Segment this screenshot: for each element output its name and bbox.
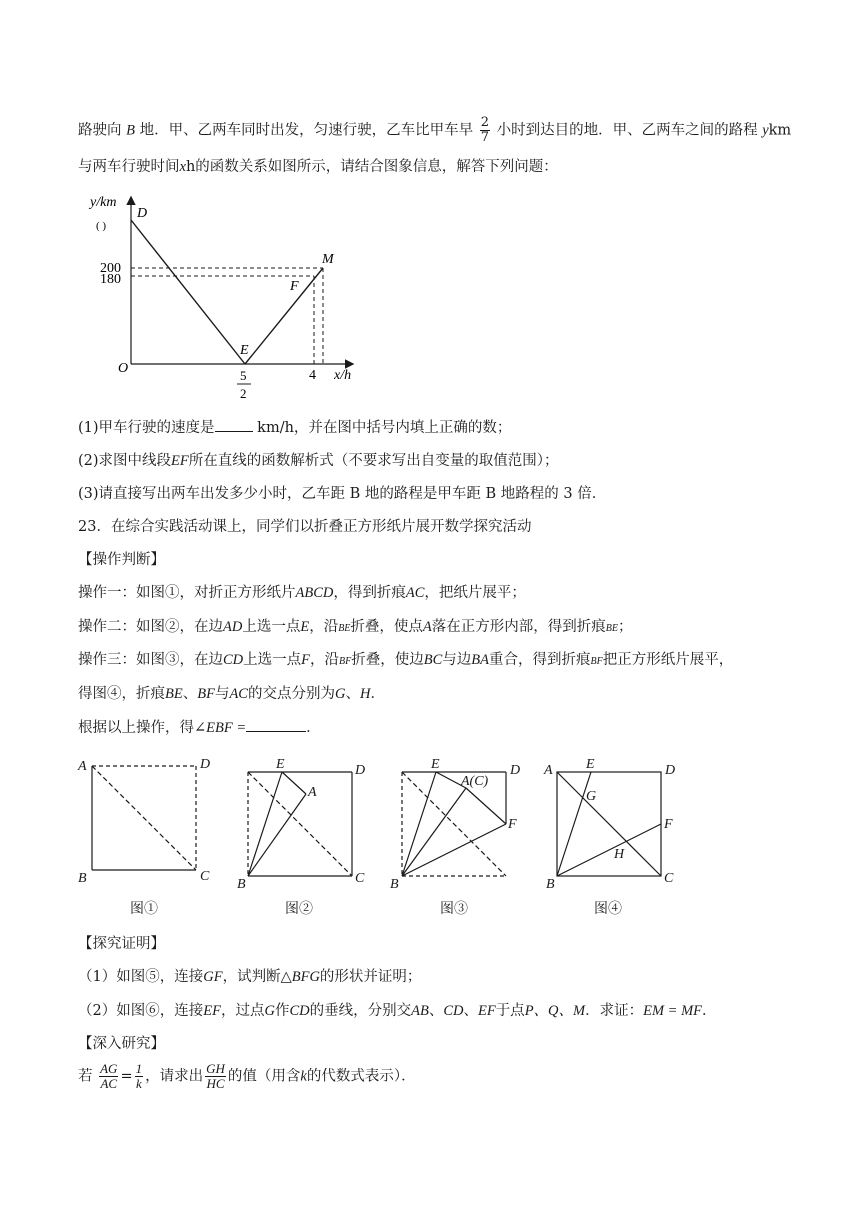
text: ，并在图中括号内填上正确的数； — [293, 420, 512, 436]
text: 23．在综合实践活动课上，同学们以折叠正方形纸片展开数学探究活动 — [78, 519, 532, 535]
section-deep: 【深入研究】 — [78, 1036, 165, 1052]
fig4-label-f: F — [664, 817, 673, 832]
fig2-diagonal — [248, 772, 352, 876]
text: (1)甲车行驶的速度是 — [78, 420, 215, 436]
fig3-label-e: E — [431, 757, 440, 772]
deep-line: 若 $\frac{AG}{AC}$ = $\frac{1}{k}$ ，请求出 $\frac{GH}{HC}$ 的值（用含k的代数式表示）． — [78, 1061, 416, 1091]
fig3-caption: 图③ — [440, 901, 468, 917]
angle-answer-blank[interactable] — [246, 731, 306, 732]
section-operation — [78, 550, 165, 570]
fig3-label-ac: A(C) — [461, 774, 489, 789]
text: 所在直线的函数解析式（不要求写出自变量的取值范围）； — [188, 453, 559, 469]
fig4-label-g: G — [586, 789, 597, 804]
fraction-gh-hc: $\frac{GH}{HC}$ — [206, 1061, 225, 1091]
x-tick-frac-den: 2 — [240, 386, 247, 401]
fig3-label-f: F — [508, 817, 517, 832]
fraction-ag-ac: $\frac{AG}{AC}$ — [100, 1061, 118, 1091]
fig4-label-e: E — [586, 757, 595, 772]
function-graph — [80, 186, 370, 406]
text: 路驶向 — [78, 122, 122, 139]
y-tick-200: 200 — [100, 261, 121, 276]
fig3-cf — [466, 788, 506, 824]
fig4-caption: 图④ — [594, 901, 622, 917]
fig2-caption: 图② — [285, 901, 313, 917]
text: 地．甲、乙两车同时出发，匀速行驶，乙车比甲车早 — [139, 122, 474, 139]
text: y — [762, 122, 769, 139]
segment-de — [131, 220, 245, 364]
p23-title — [78, 517, 531, 537]
proof-1: （1）如图⑤，连接GF，试判断△BFG的形状并证明； — [78, 969, 422, 985]
text: 与两车行驶时间 — [78, 159, 180, 175]
judge-line: 根据以上操作，得∠EBF = ． — [78, 720, 321, 736]
fig1-label-a: A — [78, 759, 87, 774]
fig1-label-b: B — [78, 871, 87, 886]
p22-line1 — [78, 116, 791, 145]
fig3-label-d: D — [510, 763, 521, 778]
fraction-1-k: $\frac{1}{k}$ — [135, 1061, 143, 1091]
text: B — [126, 122, 135, 139]
p22-line2 — [78, 157, 558, 177]
fig4-bf — [557, 824, 661, 876]
origin-label: O — [118, 361, 129, 376]
fig2-ea-prime — [282, 772, 306, 794]
fig4-label-a: A — [544, 763, 553, 778]
q1 — [78, 418, 511, 438]
proof-2: （2）如图⑥，连接EF，过点G作CD的垂线，分别交AB、CD、EF于点P、Q、M．求证：EM = MF． — [78, 1003, 717, 1019]
fig2-ba-prime — [248, 794, 306, 876]
y-tick-180: 180 — [100, 272, 121, 287]
x-tick-4: 4 — [309, 368, 316, 383]
segment-em — [245, 268, 323, 364]
fig3-be — [402, 772, 436, 876]
fig4-ac — [557, 772, 661, 876]
fig4-label-b: B — [546, 877, 555, 892]
text: h的函数关系如图所示，请结合图象信息，解答下列问题： — [185, 159, 558, 175]
op1: 操作一：如图①，对折正方形纸片ABCD，得到折痕AC，把纸片展平； — [78, 585, 526, 601]
text: 【操作判断】 — [78, 552, 165, 568]
fig4-label-d: D — [665, 763, 676, 778]
op4: 得图④，折痕BE、BF与AC的交点分别为G、H． — [78, 686, 385, 702]
fig1-caption: 图① — [130, 901, 158, 917]
x-axis-label: x/h — [334, 368, 352, 383]
text: x — [179, 159, 186, 175]
answer-blank[interactable] — [215, 431, 253, 432]
fig2-label-e: E — [276, 757, 285, 772]
fig3-diagonal — [402, 772, 506, 876]
fig3-ba — [402, 788, 466, 876]
point-d-label: D — [137, 206, 148, 221]
text: 小时到达目的地．甲、乙两车之间的路程 — [496, 122, 758, 139]
fig4-label-h: H — [614, 847, 625, 862]
fig2-label-b: B — [237, 877, 246, 892]
q3 — [78, 484, 606, 504]
fig2-label-c: C — [355, 871, 365, 886]
point-m-label: M — [322, 252, 334, 267]
fig4-be — [557, 772, 591, 876]
op3: 操作三：如图③，在边CD上选一点F，沿BF折叠，使边BC与边BA重合，得到折痕BF把正方形纸片展平， — [78, 652, 734, 668]
y-axis-label: y/km — [90, 195, 117, 210]
fig3-label-b: B — [390, 877, 399, 892]
figures-row — [74, 752, 694, 922]
x-tick-frac-num: 5 — [240, 368, 247, 383]
fig1-label-d: D — [200, 757, 211, 772]
op2: 操作二：如图②，在边AD上选一点E，沿BE折叠，使点A落在正方形内部，得到折痕BE； — [78, 619, 633, 635]
fig1-diagonal — [92, 766, 196, 870]
fig3-bf — [402, 824, 506, 876]
fraction-2-7: $\frac{2}{7}$ — [480, 115, 489, 145]
fig2-label-a: A — [308, 785, 317, 800]
text: (3)请直接写出两车出发多少小时，乙车距 B 地的路程是甲车距 B 地路程的 3 倍． — [78, 486, 607, 502]
text: (2)求图中线段 — [78, 453, 172, 469]
fig4-label-c: C — [664, 871, 674, 886]
q2 — [78, 451, 559, 471]
section-proof: 【探究证明】 — [78, 936, 165, 952]
fig2-label-d: D — [355, 763, 366, 778]
paren-blank: ( ) — [96, 220, 107, 232]
fig1-label-c: C — [200, 869, 210, 884]
fig2-be — [248, 772, 282, 876]
text: km — [768, 122, 792, 139]
text: km/h — [257, 420, 294, 436]
point-e-label: E — [240, 343, 249, 358]
text: EF — [171, 453, 189, 469]
point-f-label: F — [290, 279, 299, 294]
